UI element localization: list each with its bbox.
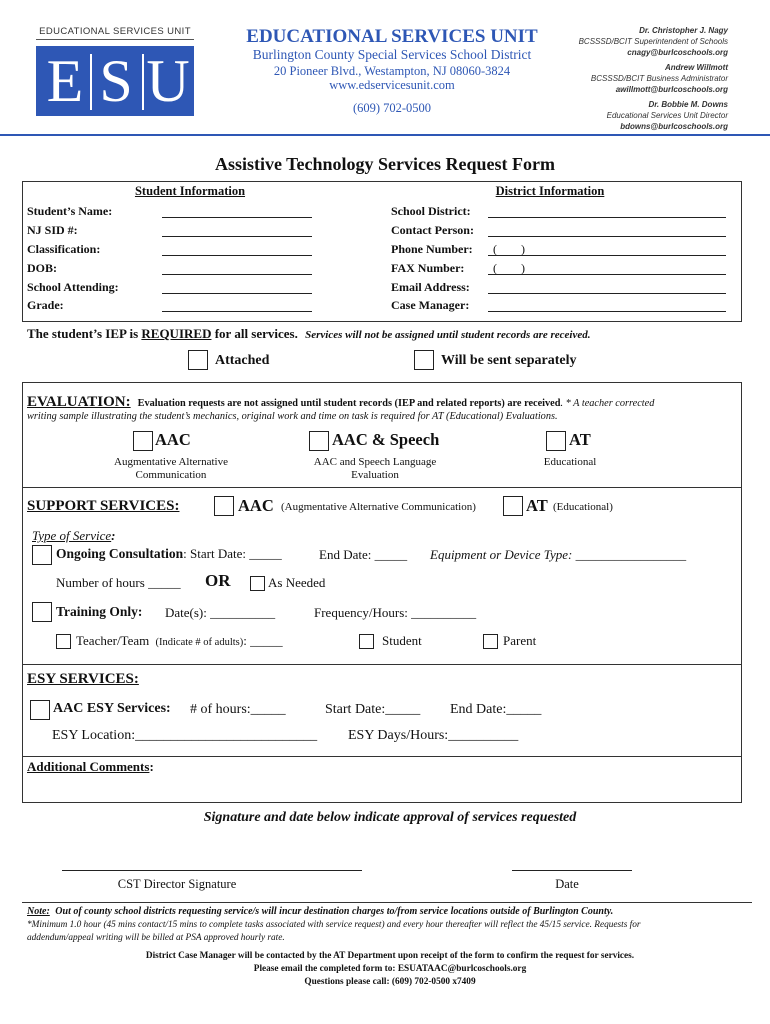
support-at-checkbox[interactable] [503,496,523,516]
eval-aac-speech-checkbox[interactable] [309,431,329,451]
ongoing-checkbox[interactable] [32,545,52,565]
esy-divider [22,756,742,757]
comments-area[interactable] [24,778,740,800]
eval-aac-speech-sub-1: AAC and Speech Language [313,456,437,468]
eval-aac-sub-2: Communication [135,469,207,481]
evaluation-heading: EVALUATION: [27,394,131,410]
type-of-service [32,528,116,544]
dob-label: DOB: [27,261,57,275]
grade-label: Grade: [27,298,64,312]
iep-note: Services will not be assigned until student records are received. [305,329,591,341]
esy-location[interactable]: ESY Location:__________________________ [52,728,318,743]
district-name: Burlington County Special Services School District [252,47,532,62]
support-at-desc: (Educational) [553,501,613,513]
school-district-label: School District: [391,204,471,218]
teacher-note: (Indicate # of adults) [155,637,244,648]
email-address-input[interactable] [488,293,726,294]
form-title: Assistive Technology Services Request Form [215,154,555,174]
support-aac-checkbox[interactable] [214,496,234,516]
as-needed-checkbox[interactable] [250,576,265,591]
equipment-label: Equipment or Device Type [430,547,569,562]
evaluation-line1-italic: . * A teacher corrected [560,398,655,409]
eval-aac-speech-label: AAC & Speech [332,430,440,449]
evaluation-bold-text: Evaluation requests are not assigned until student records (IEP and related reports) are received [137,398,561,409]
phone-number-label: Phone Number: [391,242,473,256]
contact-person-label: Contact Person: [391,223,474,237]
school-attending-input[interactable] [162,293,312,294]
dob-input[interactable] [162,274,312,275]
or-label: OR [205,571,231,590]
contact-1-name: Dr. Christopher J. Nagy [639,26,728,35]
phone-area-code: ( ) [493,242,525,256]
contact-person-input[interactable] [488,236,726,237]
school-attending-label: School Attending: [27,280,119,294]
teacher-row [76,633,283,649]
phone: (609) 702-0500 [352,101,432,115]
eval-aac-sub-1: Augmentative Alternative [114,456,228,468]
esy-hours[interactable]: # of hours:_____ [190,702,286,717]
contact-1-title: BCSSSD/BCIT Superintendent of Schools [578,37,728,46]
iep-text-a: The student’s IEP is [27,326,142,341]
logo-letter-s: S [99,48,133,114]
parent-label: Parent [503,633,537,648]
logo-divider-1 [90,54,92,110]
contact-3-email[interactable]: bdowns@burlcoschools.org [620,122,728,131]
footer-note-label: Note: [27,906,50,917]
footer-minimum-2: addendum/appeal writing will be billed at PSA approved hourly rate. [27,933,285,943]
date-label: Date [555,877,579,891]
logo-top-text: EDUCATIONAL SERVICES UNIT [39,26,191,37]
esy-heading: ESY SERVICES: [27,671,139,687]
student-checkbox[interactable] [359,634,374,649]
equipment-input[interactable]: : _________________ [568,547,687,562]
director-signature-label: CST Director Signature [117,877,237,891]
iep-requirement [27,326,591,342]
fax-number-label: FAX Number: [391,261,465,275]
esy-start-date[interactable]: Start Date:_____ [325,702,421,717]
sent-separately-label: Will be sent separately [441,353,577,368]
training-label: Training Only: [56,604,143,619]
evaluation-line-1 [27,393,654,411]
support-aac-desc: (Augmentative Alternative Communication) [281,501,476,513]
esy-end-date[interactable]: End Date:_____ [450,702,542,717]
esy-days-hours[interactable]: ESY Days/Hours:__________ [348,728,519,743]
sent-separately-checkbox[interactable] [414,350,434,370]
case-manager-input[interactable] [488,311,726,312]
number-of-hours[interactable]: Number of hours _____ [56,575,181,590]
student-info-heading: Student Information [134,184,246,198]
ongoing-row [56,546,282,562]
footer-minimum-1: *Minimum 1.0 hour (45 mins contact/15 mins to complete tasks associated with service request) and every hour thereafter will reflect the 45/15 service. Requests for [27,920,641,930]
footer-note [27,906,613,917]
eval-at-sub-1: Educational [543,456,597,468]
attached-checkbox[interactable] [188,350,208,370]
fax-area-code: ( ) [493,261,525,275]
grade-input[interactable] [162,311,312,312]
district-info-heading: District Information [495,184,605,198]
contact-3-title: Educational Services Unit Director [606,111,728,120]
support-heading: SUPPORT SERVICES: [27,498,180,514]
footer-line-2: Please email the completed form to: ESUATAAC@burlcoschools.org [253,964,527,974]
nj-sid-label: NJ SID #: [27,223,78,237]
aac-esy-checkbox[interactable] [30,700,50,720]
teacher-label: Teacher/Team [76,633,150,648]
evaluation-divider [22,487,742,488]
attached-label: Attached [215,353,270,368]
support-at-label: AT [526,496,548,515]
phone-number-input[interactable] [488,255,726,256]
aac-esy-label: AAC ESY Services: [53,701,171,716]
footer-rule [22,902,752,903]
logo-top-rule [36,39,194,40]
address: 20 Pioneer Blvd., Westampton, NJ 08060-3824 [273,64,511,78]
classification-input[interactable] [162,255,312,256]
footer-note-text: Out of county school districts requesting service/s will incur destination charges to/from service locations outside of Burlington County. [55,906,614,917]
teacher-checkbox[interactable] [56,634,71,649]
footer-line-1: District Case Manager will be contacted by the AT Department upon receipt of the form to confirm the request for services. [145,951,635,961]
comments-heading-row [27,759,154,775]
iep-required: REQUIRED [141,326,212,341]
eval-at-checkbox[interactable] [546,431,566,451]
ongoing-end-date[interactable]: End Date: _____ [319,547,408,562]
ongoing-label: Ongoing Consultation [56,546,184,561]
as-needed-label: As Needed [268,575,326,590]
email-address-label: Email Address: [391,280,470,294]
student-label: Student [382,633,422,648]
equipment-row [430,547,686,563]
org-name: EDUCATIONAL SERVICES UNIT [246,26,538,47]
header-rule [0,134,770,136]
signature-note: Signature and date below indicate approval of services requested [203,810,577,825]
type-of-service-colon: : [111,528,116,543]
logo-letter-u: U [146,48,190,114]
teacher-count-input[interactable]: : _____ [243,633,283,648]
training-dates[interactable]: Date(s): __________ [165,605,276,620]
eval-aac-speech-sub-2: Evaluation [351,469,399,481]
fax-number-input[interactable] [488,274,726,275]
contact-2-title: BCSSSD/BCIT Business Administrator [590,74,728,83]
training-checkbox[interactable] [32,602,52,622]
evaluation-line-2: writing sample illustrating the student’s mechanics, original work and time on task is required for AT (Educational) Evaluations. [27,411,558,422]
contact-1-email[interactable]: cnagy@burlcoschools.org [627,48,728,57]
esu-logo [36,26,194,118]
ongoing-start-date[interactable]: : Start Date: _____ [183,546,282,561]
student-name-label: Student’s Name: [27,204,113,218]
footer-line-3: Questions please call: (609) 702-0500 x7409 [304,977,476,987]
case-manager-label: Case Manager: [391,298,470,312]
contact-2-email[interactable]: awillmott@burlcoschools.org [615,85,728,94]
eval-aac-label: AAC [155,430,191,449]
date-line[interactable] [512,870,632,871]
parent-checkbox[interactable] [483,634,498,649]
comments-colon: : [149,759,154,774]
contact-3-name: Dr. Bobbie M. Downs [648,100,728,109]
training-frequency[interactable]: Frequency/Hours: __________ [314,605,477,620]
type-of-service-label: Type of Service [32,528,112,543]
comments-heading: Additional Comments [27,759,150,774]
support-aac-label: AAC [238,496,274,515]
iep-text-b: for all services. [211,326,298,341]
eval-at-label: AT [569,430,591,449]
logo-letter-e: E [46,48,84,114]
eval-aac-checkbox[interactable] [133,431,153,451]
school-district-input[interactable] [488,217,726,218]
classification-label: Classification: [27,242,101,256]
contact-2-name: Andrew Willmott [664,63,728,72]
support-divider [22,664,742,665]
info-box [22,181,742,322]
student-name-input[interactable] [162,217,312,218]
director-signature-line[interactable] [62,870,362,871]
nj-sid-input[interactable] [162,236,312,237]
website[interactable]: www.edservicesunit.com [329,78,455,92]
